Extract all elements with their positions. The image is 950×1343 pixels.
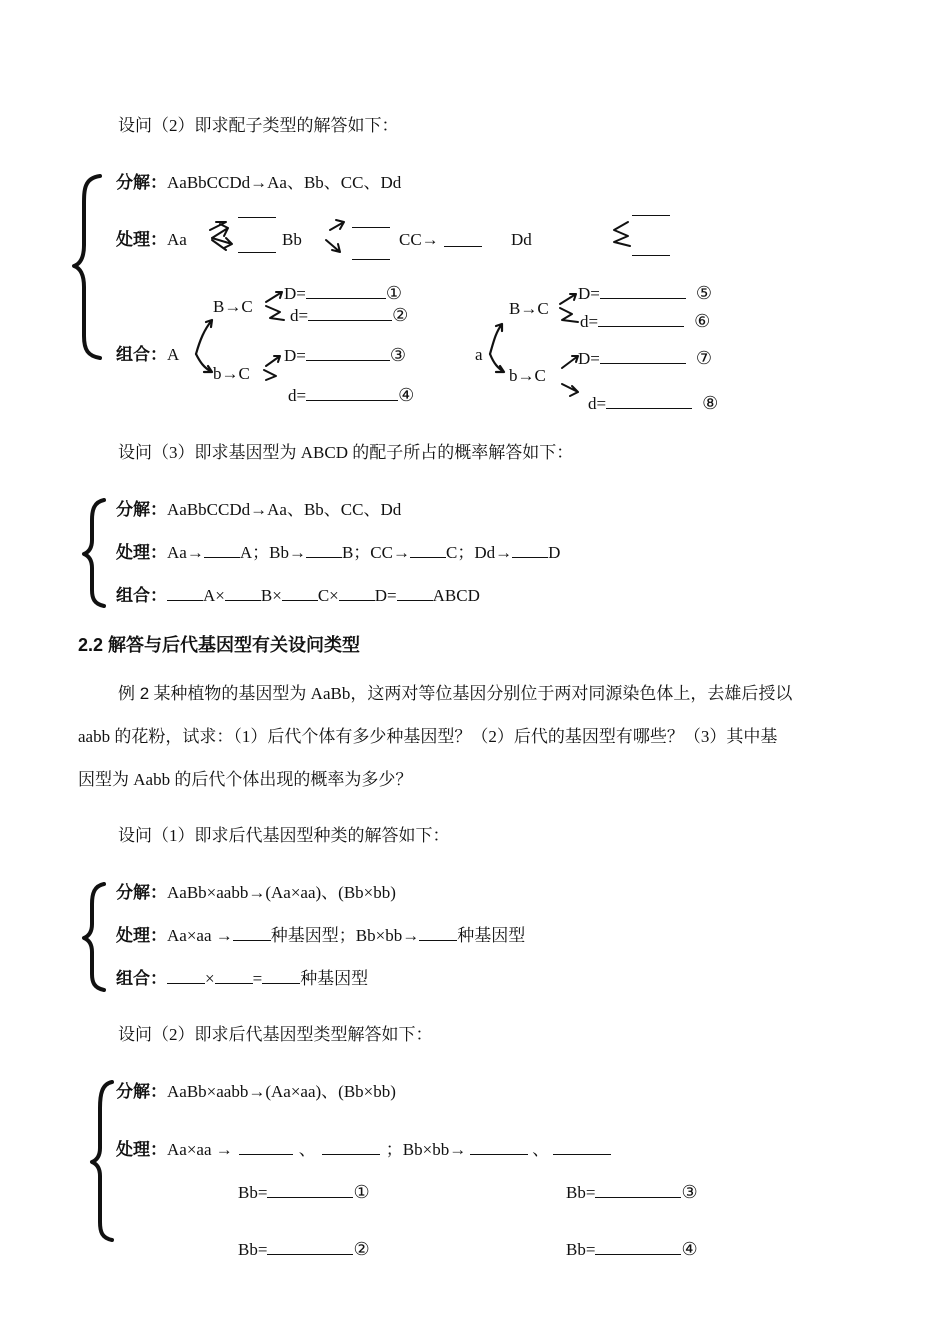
blank-gt-b1[interactable] (470, 1153, 528, 1155)
a-split-right (490, 324, 502, 354)
blank-2[interactable] (308, 319, 392, 321)
bb-row-3: Bb= ③ (566, 1182, 698, 1202)
blank-prob-d[interactable] (512, 556, 548, 558)
bc4-split (562, 356, 578, 368)
blank-aa-bottom[interactable] (238, 251, 276, 253)
brace-3 (84, 884, 104, 990)
label-bb: Bb (282, 230, 302, 249)
blank-prob-c[interactable] (410, 556, 446, 558)
blank-3[interactable] (306, 359, 390, 361)
blank-gt-a1[interactable] (239, 1153, 293, 1155)
zuhe-row-3: 组合： × = 种基因型 (116, 969, 369, 988)
blank-aa-top[interactable] (238, 216, 276, 218)
bc1-split (266, 292, 282, 302)
tree-D-1: D= ① (284, 283, 403, 303)
intro-question-2: 设问（2）即求配子类型的解答如下： (118, 116, 399, 135)
blank-bb-1[interactable] (267, 1196, 353, 1198)
bb-row-1: Bb= ① (238, 1182, 370, 1202)
tree-d-4: d= ④ (288, 385, 415, 405)
blank-types-a[interactable] (233, 939, 271, 941)
blank-types-b[interactable] (419, 939, 457, 941)
bb-fork (330, 220, 344, 230)
tree-d-2: d= ② (290, 305, 409, 325)
intro-offspring-2: 设问（2）即求后代基因型类型解答如下： (118, 1025, 433, 1044)
blank-comb-d[interactable] (339, 599, 375, 601)
label-cc: CC→ (399, 230, 439, 249)
intro-offspring-1: 设问（1）即求后代基因型种类的解答如下： (118, 826, 450, 845)
intro-question-3: 设问（3）即求基因型为 ABCD 的配子所占的概率解答如下： (118, 443, 574, 462)
chuli-row-2: 处理：Aa→ A；Bb→ B；CC→ C；Dd→ D (116, 543, 561, 562)
blank-bb-top[interactable] (352, 226, 390, 228)
blank-bb-3[interactable] (595, 1196, 681, 1198)
tree-b-c-2: b→C (213, 364, 250, 383)
zuhe-row-1: 组合：A (116, 345, 180, 364)
blank-6[interactable] (598, 325, 684, 327)
bb-row-4: Bb= ④ (566, 1239, 698, 1259)
fenjie-row-4: 分解：AaBb×aabb→(Aa×aa)、(Bb×bb) (116, 1082, 396, 1101)
a-split-left (196, 320, 212, 354)
blank-7[interactable] (600, 362, 686, 364)
chuli-row-1: 处理：Aa (116, 230, 187, 249)
tree-b-c-3: B→C (509, 299, 549, 318)
tree-d-6: d= ⑥ (580, 311, 711, 331)
fenjie-row-3: 分解：AaBb×aabb→(Aa×aa)、(Bb×bb) (116, 883, 396, 902)
blank-types-c[interactable] (167, 982, 205, 984)
blank-dd-top[interactable] (632, 214, 670, 216)
blank-comb-result[interactable] (397, 599, 433, 601)
example-line-2: aabb 的花粉，试求：（1）后代个体有多少种基因型？（2）后代的基因型有哪些？（3）其中基 (78, 727, 778, 746)
brace-1 (74, 176, 100, 358)
brace-2 (84, 500, 104, 606)
blank-prob-a[interactable] (204, 556, 240, 558)
bc2-split (266, 356, 280, 366)
brace-4 (92, 1082, 112, 1240)
blank-comb-c[interactable] (282, 599, 318, 601)
blank-8[interactable] (606, 407, 692, 409)
label-dd: Dd (511, 230, 532, 249)
chuli-row-4: 处理：Aa×aa → 、 ；Bb×bb→ 、 (116, 1141, 615, 1158)
blank-gt-a2[interactable] (322, 1153, 380, 1155)
tree-b-c-1: B→C (213, 297, 253, 316)
blank-1[interactable] (306, 297, 386, 299)
tree-D-7: D= ⑦ (578, 348, 713, 368)
tree-b-c-4: b→C (509, 366, 546, 385)
blank-comb-b[interactable] (225, 599, 261, 601)
aa-fork (212, 224, 228, 238)
chuli-row-3: 处理：Aa×aa → 种基因型；Bb×bb→ 种基因型 (116, 926, 526, 945)
example-line-1: 例 2 某种植物的基因型为 AaBb，这两对等位基因分别位于两对同源染色体上，去雄后授以 (118, 684, 793, 703)
blank-gt-b2[interactable] (553, 1153, 611, 1155)
tree-a: a (475, 345, 483, 364)
example-line-3: 因型为 Aabb 的后代个体出现的概率为多少？ (78, 770, 413, 789)
fenjie-row-2: 分解：AaBbCCDd→Aa、Bb、CC、Dd (116, 500, 402, 519)
tree-D-3: D= ③ (284, 345, 407, 365)
blank-types-d[interactable] (215, 982, 253, 984)
section-heading: 2.2 解答与后代基因型有关设问类型 (78, 635, 361, 655)
bc3-split (560, 294, 576, 304)
blank-4[interactable] (306, 399, 398, 401)
blank-comb-a[interactable] (167, 599, 203, 601)
dd-fork (614, 222, 630, 246)
blank-bb-2[interactable] (267, 1253, 353, 1255)
blank-bb-bottom[interactable] (352, 258, 390, 260)
tree-D-5: D= ⑤ (578, 283, 713, 303)
blank-bb-4[interactable] (595, 1253, 681, 1255)
bb-row-2: Bb= ② (238, 1239, 370, 1259)
blank-dd-bottom[interactable] (632, 254, 670, 256)
blank-5[interactable] (600, 297, 686, 299)
fenjie-row-1: 分解：AaBbCCDd→Aa、Bb、CC、Dd (116, 173, 402, 192)
blank-types-total[interactable] (262, 982, 300, 984)
tree-d-8: d= ⑧ (588, 393, 719, 413)
blank-cc[interactable] (444, 245, 482, 247)
blank-prob-b[interactable] (306, 556, 342, 558)
zuhe-row-2: 组合： A× B× C× D= ABCD (116, 586, 480, 605)
